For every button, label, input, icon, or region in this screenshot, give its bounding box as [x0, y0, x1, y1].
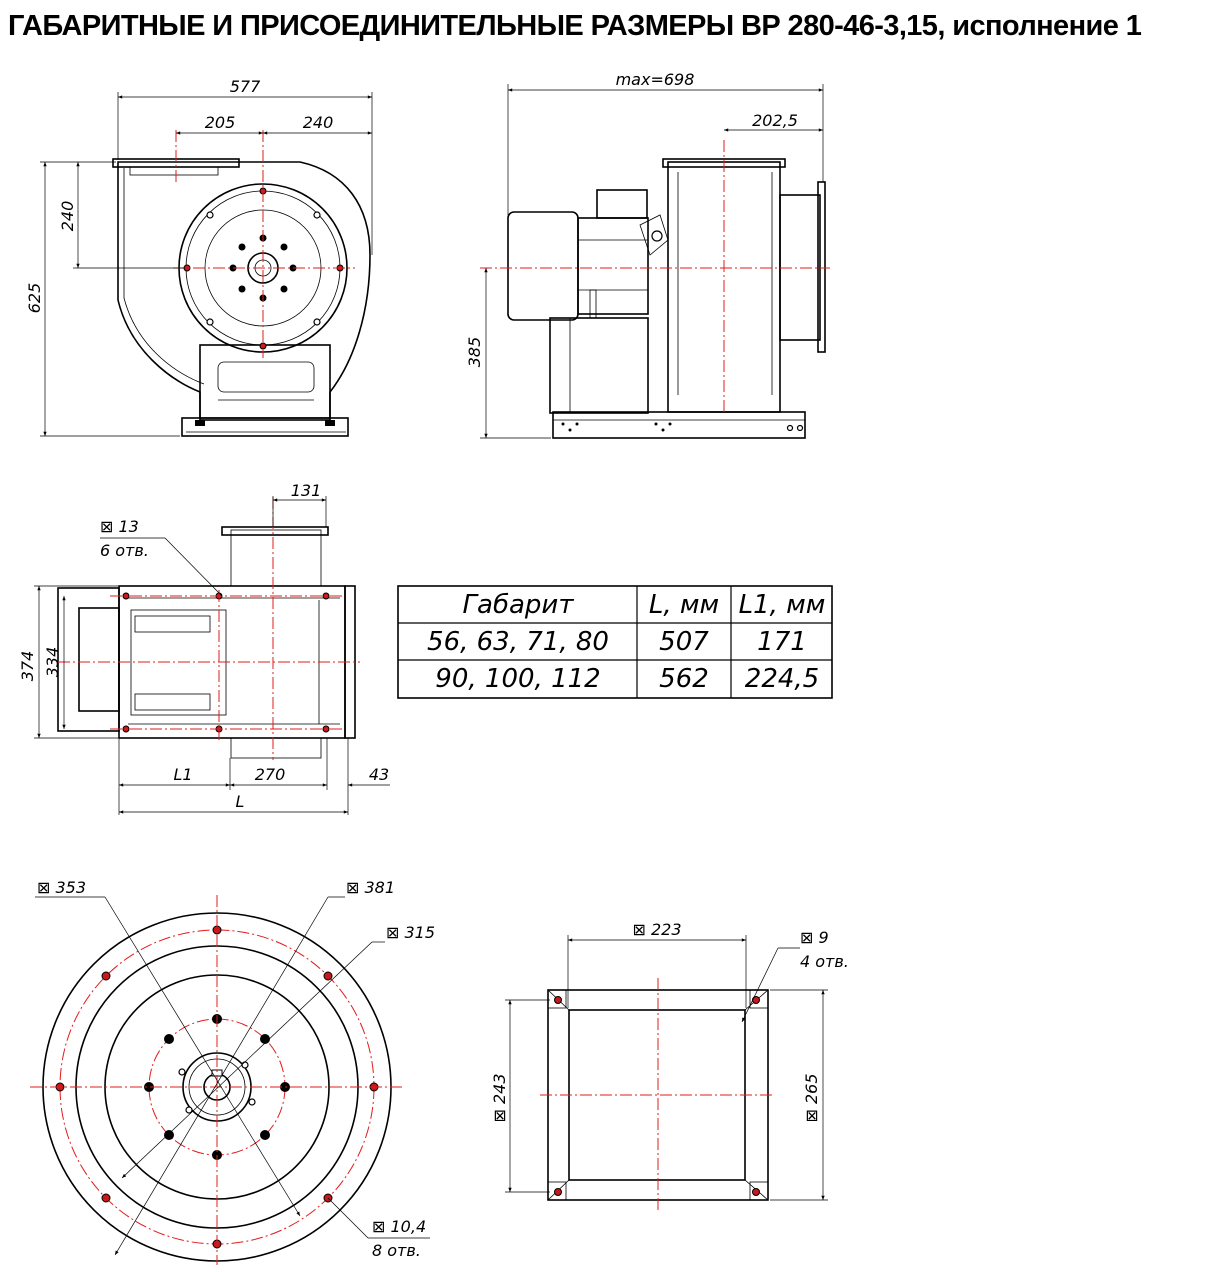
page-title: ГАБАРИТНЫЕ И ПРИСОЕДИНИТЕЛЬНЫЕ РАЗМЕРЫ ВР 280-46-3,15, исполнение 1	[8, 10, 1142, 42]
table-header-gabarit: Габарит	[462, 590, 574, 620]
hole-count-4: 4 отв.	[800, 952, 849, 971]
dim-385: 385	[465, 336, 484, 368]
dia-315: ⊠ 315	[386, 923, 436, 942]
table-cell: 171	[757, 627, 807, 657]
dia-353: ⊠ 353	[37, 878, 87, 897]
dim-270: 270	[254, 765, 286, 784]
dim-243: ⊠ 243	[490, 1073, 509, 1123]
dim-202-5: 202,5	[752, 111, 798, 130]
dia-381: ⊠ 381	[346, 878, 396, 897]
table-cell: 562	[659, 664, 709, 694]
dim-223: ⊠ 223	[632, 920, 682, 939]
table-cell: 507	[659, 627, 709, 657]
hole-count-6: 6 отв.	[100, 541, 149, 560]
plan-view	[18, 481, 390, 815]
dim-205: 205	[204, 113, 236, 132]
square-flange-view	[490, 920, 849, 1210]
side-view	[465, 70, 830, 438]
dim-265: ⊠ 265	[802, 1073, 821, 1123]
dim-625: 625	[25, 282, 44, 314]
dim-577: 577	[229, 77, 261, 96]
dim-L: L	[235, 792, 245, 811]
table-header-L: L, мм	[648, 590, 720, 620]
front-view	[25, 77, 372, 436]
dim-131: 131	[290, 481, 322, 500]
dim-L1: L1	[173, 765, 193, 784]
dim-240-top: 240	[302, 113, 334, 132]
table-header-L1: L1, мм	[738, 590, 826, 620]
dim-334: 334	[43, 646, 62, 678]
hole-dia-13: ⊠ 13	[100, 517, 139, 536]
table-cell: 224,5	[744, 664, 820, 694]
round-flange-view	[30, 878, 435, 1265]
table-cell: 90, 100, 112	[435, 664, 601, 694]
hole-dia-9: ⊠ 9	[800, 928, 829, 947]
hole-count-8: 8 отв.	[372, 1241, 421, 1260]
dim-43: 43	[368, 765, 390, 784]
dim-max-698: max=698	[615, 70, 695, 89]
size-table	[398, 586, 832, 698]
dim-374: 374	[18, 650, 37, 682]
dim-240-left: 240	[58, 200, 77, 232]
hole-dia-10-4: ⊠ 10,4	[372, 1217, 427, 1236]
table-cell: 56, 63, 71, 80	[427, 627, 609, 657]
